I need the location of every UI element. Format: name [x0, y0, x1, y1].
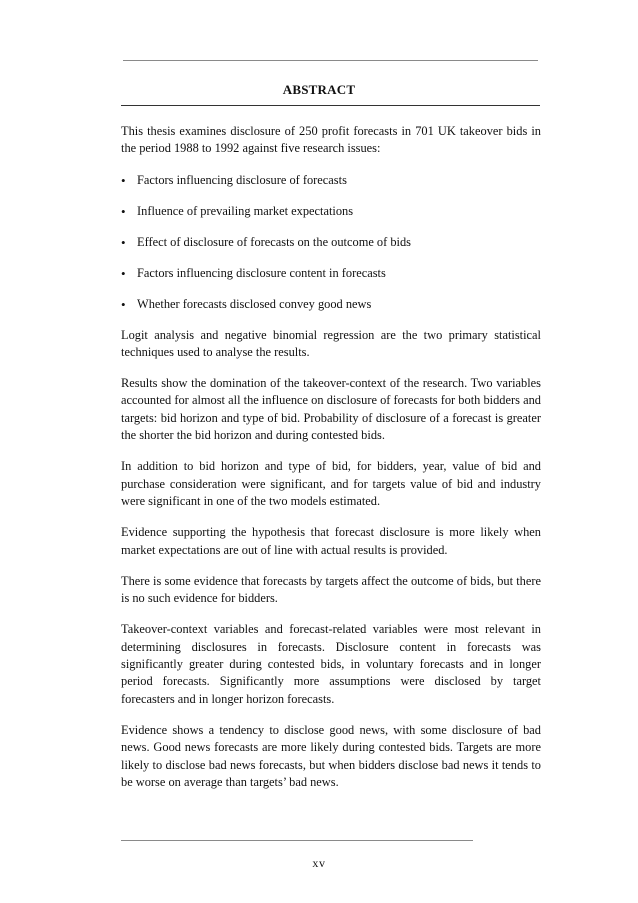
list-item-text: Factors influencing disclosure content in forecasts [137, 265, 386, 280]
header-rule [123, 60, 538, 61]
footer-rule [121, 840, 473, 841]
results-paragraph: Results show the domination of the takeover-context of the research. Two variables accounted for almost all the influence on disclosure of forecasts for both bidders and targets: bid horizon and type of bid. Probability of disclosure of a forecast is greater the shorter the bid horizon and during contested bids. [121, 376, 541, 443]
methods-paragraph: Logit analysis and negative binomial regression are the two primary statistical techniques used to analyse the results. [121, 327, 541, 359]
list-item [121, 203, 541, 220]
page-title: ABSTRACT [282, 82, 356, 97]
market-expectations-paragraph: Evidence supporting the hypothesis that forecast disclosure is more likely when market expectations are out of line with actual results is provided. [121, 525, 541, 557]
title-rule [121, 105, 540, 106]
list-item [121, 296, 541, 313]
bullet-icon: • [121, 265, 126, 281]
bid-outcome-paragraph: There is some evidence that forecasts by targets affect the outcome of bids, but there is no such evidence for bidders. [121, 573, 541, 606]
additional-results-paragraph: In addition to bid horizon and type of bid, for bidders, year, value of bid and purchase consideration were significant, and for targets value of bid and industry were significant in one of the two models estimated. [121, 459, 541, 508]
bullet-icon: • [121, 203, 126, 219]
bullet-icon: • [121, 234, 126, 250]
page-number: xv [312, 856, 326, 870]
disclosure-content-paragraph: Takeover-context variables and forecast-related variables were most relevant in determining disclosures in forecasts. Disclosure content in forecasts was significantly greater during contested bids, in voluntary forecasts and in longer period forecasts. Significantly more assumptions were disclosed by target forecasters and in longer horizon forecasts. [121, 622, 541, 706]
list-item-text: Factors influencing disclosure of forecasts [137, 172, 347, 187]
abstract-body [121, 123, 541, 805]
list-item [121, 172, 541, 189]
bullet-icon: • [121, 296, 126, 312]
list-item-text: Influence of prevailing market expectations [137, 203, 354, 218]
list-item [121, 265, 541, 282]
bullet-icon: • [121, 172, 126, 188]
list-item-text: Whether forecasts disclosed convey good news [137, 296, 372, 311]
intro-paragraph: This thesis examines disclosure of 250 profit forecasts in 701 UK takeover bids in the period 1988 to 1992 against five research issues: [121, 124, 541, 156]
list-item [121, 234, 541, 251]
good-news-paragraph: Evidence shows a tendency to disclose good news, with some disclosure of bad news. Good news forecasts are more likely during contested bids. Targets are more likely to disclose bad news forecasts, but when bidders disclose bad news it tends to be worse on average than targets’ bad news. [121, 722, 541, 789]
list-item-text: Effect of disclosure of forecasts on the outcome of bids [137, 234, 412, 249]
research-issues-list [121, 172, 541, 313]
